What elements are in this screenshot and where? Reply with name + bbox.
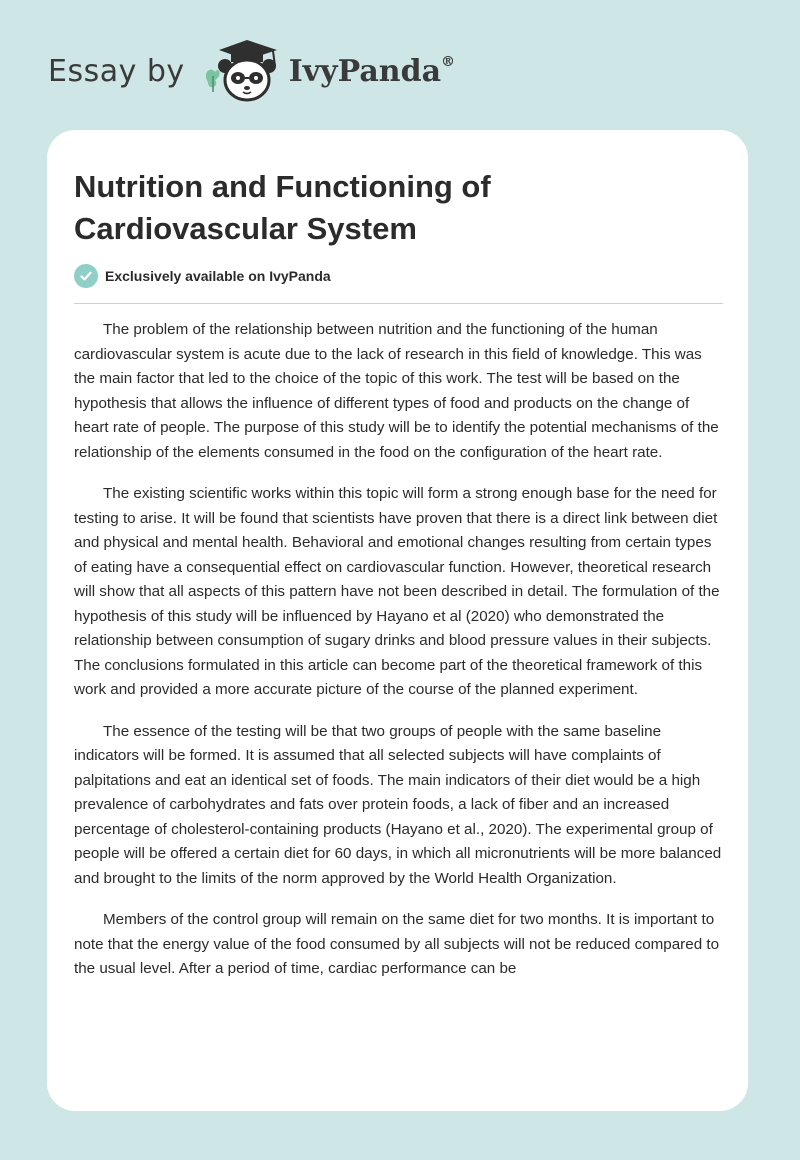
exclusive-badge-label: Exclusively available on IvyPanda [105, 268, 331, 284]
brand-logo-text[interactable]: IvyPanda® [288, 53, 456, 89]
paragraph: Members of the control group will remain on the same diet for two months. It is important to note that the energy value of the food consumed by all subjects will not be reduced compared to the usual level. After a period of time, cardiac performance can be [74, 911, 720, 977]
divider [74, 303, 723, 304]
paragraph: The essence of the testing will be that two groups of people with the same baseline indicators will be formed. It is assumed that all selected subjects will have complaints of palpitations and eat an identical set of foods. The main indicators of their diet would be a high prevalence of carbohydrates and fats over protein foods, a lack of fiber and an increased percentage of cholesterol-containing products (Hayano et al., 2020). The experimental group of people will be offered a certain diet for 60 days, in which all micronutrients will be more balanced and brought to the limits of the norm approved by the World Health Organization. [74, 722, 722, 887]
panda-graduate-icon[interactable] [201, 36, 285, 106]
essay-by-label: Essay by [48, 53, 185, 89]
essay-card [47, 130, 748, 1111]
essay-body [74, 318, 726, 999]
page-title: Nutrition and Functioning of Cardiovascular System [74, 169, 491, 246]
exclusive-badge [74, 264, 331, 288]
site-header [48, 36, 455, 106]
paragraph: The problem of the relationship between nutrition and the functioning of the human cardiovascular system is acute due to the lack of research in this field of knowledge. This was the main factor that led to the choice of the topic of this work. The test will be based on the hypothesis that allows the influence of different types of food and products on the change of heart rate of people. The purpose of this study will be to identify the potential mechanisms of the relationship of the elements consumed in the food on the configuration of the heart rate. [74, 321, 719, 461]
check-circle-icon [74, 264, 98, 288]
paragraph: The existing scientific works within this topic will form a strong enough base for the need for testing to arise. It will be found that scientists have proven that there is a direct link between diet and physical and mental health. Behavioral and emotional changes resulting from certain types of eating have a consequential effect on cardiovascular function. However, theoretical research will show that all aspects of this pattern have not been described in detail. The formulation of the hypothesis of this study will be influenced by Hayano et al (2020) who demonstrated the relationship between consumption of sugary drinks and blood pressure values in their subjects. The conclusions formulated in this article can become part of the theoretical framework of this work and provided a more accurate picture of the course of the planned experiment. [74, 485, 720, 698]
